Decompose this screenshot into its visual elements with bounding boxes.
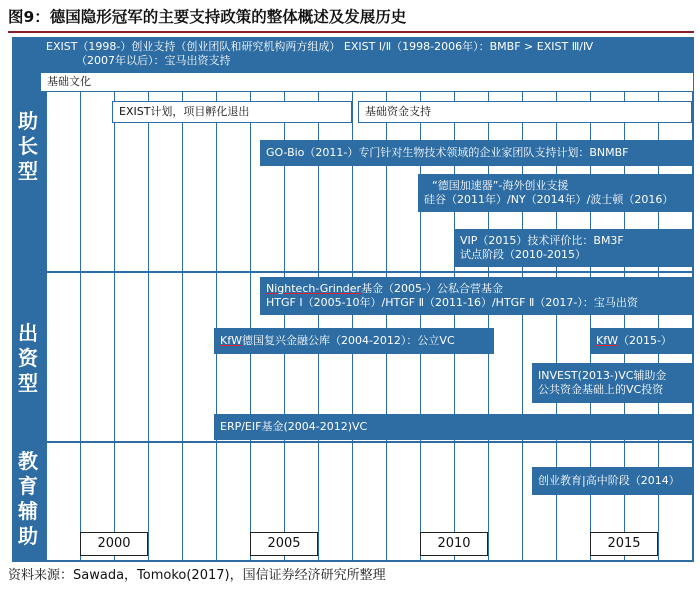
bar-basic-culture-label: 基础文化 bbox=[47, 75, 91, 88]
bar-erp-eif-label: ERP/EIF基金(2004-2012)VC bbox=[220, 420, 368, 433]
gridline bbox=[46, 92, 47, 560]
gridline bbox=[216, 92, 217, 560]
section-char: 长 bbox=[18, 134, 38, 158]
bar-htgf-line-1 bbox=[266, 282, 686, 296]
year-2010: 2010 bbox=[420, 532, 488, 556]
figure-title: 图9：德国隐形冠军的主要支持政策的整体概述及发展历史 bbox=[8, 8, 407, 26]
section-char: 助 bbox=[18, 524, 38, 548]
section-label-jiaoyu bbox=[12, 449, 44, 549]
gridline bbox=[80, 92, 81, 560]
bar-htgf bbox=[260, 277, 692, 315]
section-char: 资 bbox=[18, 346, 38, 370]
year-2000: 2000 bbox=[80, 532, 148, 556]
bar-kfw-2015-text: （2015-） bbox=[617, 334, 672, 347]
bar-education-label: 创业教育|高中阶段（2014） bbox=[538, 474, 680, 487]
bar-basic-culture bbox=[40, 72, 694, 92]
section-char: 辅 bbox=[18, 499, 38, 523]
bar-go-bio-label: GO-Bio（2011-）专门针对生物技术领域的企业家团队支持计划：BNMBF bbox=[266, 146, 629, 159]
bar-kfw-2015-kfw: KfW bbox=[596, 334, 618, 347]
bar-basic-funding-label: 基础资金支持 bbox=[365, 105, 431, 118]
gridline bbox=[148, 92, 149, 560]
bar-kfw-2004 bbox=[214, 328, 494, 354]
year-2015: 2015 bbox=[590, 532, 658, 556]
exist-header-line-1: EXIST（1998-）创业支持（创业团队和研究机构两方组成） EXIST Ⅰ/Ⅱ（1998-2006年）：BMBF > EXIST Ⅲ/Ⅳ bbox=[46, 40, 594, 53]
gridline bbox=[250, 92, 251, 560]
bar-german-accelerator-line-2: 硅谷（2011年）/NY（2014年）/波士顿（2016） bbox=[424, 193, 674, 206]
bar-vip bbox=[454, 229, 692, 267]
bar-invest-line-1: INVEST(2013-)VC辅助金 bbox=[538, 369, 667, 382]
exist-header-line-2: （2007年以后）：宝马出资支持 bbox=[76, 54, 231, 67]
bar-erp-eif bbox=[214, 414, 692, 440]
bar-vip-line-1: VIP（2015）技术评价比：BM3F bbox=[460, 234, 624, 247]
policy-timeline-diagram bbox=[12, 37, 694, 562]
section-char: 助 bbox=[18, 109, 38, 133]
bar-kfw-2004-label bbox=[220, 334, 488, 348]
bar-invest bbox=[532, 363, 692, 403]
gridline bbox=[114, 92, 115, 560]
section-divider-1 bbox=[12, 271, 694, 273]
exist-header bbox=[46, 40, 593, 68]
bar-htgf-line-2: HTGF Ⅰ（2005-10年）/HTGF Ⅱ（2011-16）/HTGF Ⅱ（2017-）：宝马出资 bbox=[266, 296, 638, 309]
year-2005: 2005 bbox=[250, 532, 318, 556]
bar-exist-program-label: EXIST计划，项目孵化退出 bbox=[119, 105, 250, 118]
bar-german-accelerator bbox=[418, 174, 692, 212]
bar-german-accelerator-line-1: “德国加速器”-海外创业支援 bbox=[432, 179, 569, 192]
bar-kfw-2015 bbox=[590, 328, 692, 354]
bar-kfw-2004-text: 德国复兴金融公库（2004-2012）：公立VC bbox=[241, 334, 455, 347]
title-rule bbox=[8, 31, 694, 33]
bar-exist-program bbox=[112, 101, 352, 123]
bar-entrepreneurship-education bbox=[532, 467, 692, 495]
section-label-zhuzhang bbox=[12, 109, 44, 184]
bar-htgf-fund: 基金（2005-）公私合营基金 bbox=[361, 282, 504, 295]
section-char: 出 bbox=[18, 321, 38, 345]
source-note: 资料来源：Sawada，Tomoko(2017)，国信证券经济研究所整理 bbox=[8, 568, 386, 583]
bar-basic-funding bbox=[358, 101, 692, 123]
section-char: 型 bbox=[18, 371, 38, 395]
section-divider-2 bbox=[12, 441, 694, 443]
bar-kfw-2004-kfw: KfW bbox=[220, 334, 242, 347]
gridline bbox=[182, 92, 183, 560]
bar-kfw-2015-label bbox=[596, 334, 686, 348]
section-char: 育 bbox=[18, 474, 38, 498]
bar-go-bio bbox=[260, 140, 692, 166]
bar-vip-line-2: 试点阶段（2010-2015） bbox=[460, 248, 586, 261]
section-char: 教 bbox=[18, 449, 38, 473]
bar-htgf-nightech: Nightech-Grinder bbox=[266, 282, 362, 295]
section-label-chuzi bbox=[12, 321, 44, 396]
section-char: 型 bbox=[18, 159, 38, 183]
bar-invest-line-2: 公共资金基础上的VC投资 bbox=[538, 383, 664, 396]
